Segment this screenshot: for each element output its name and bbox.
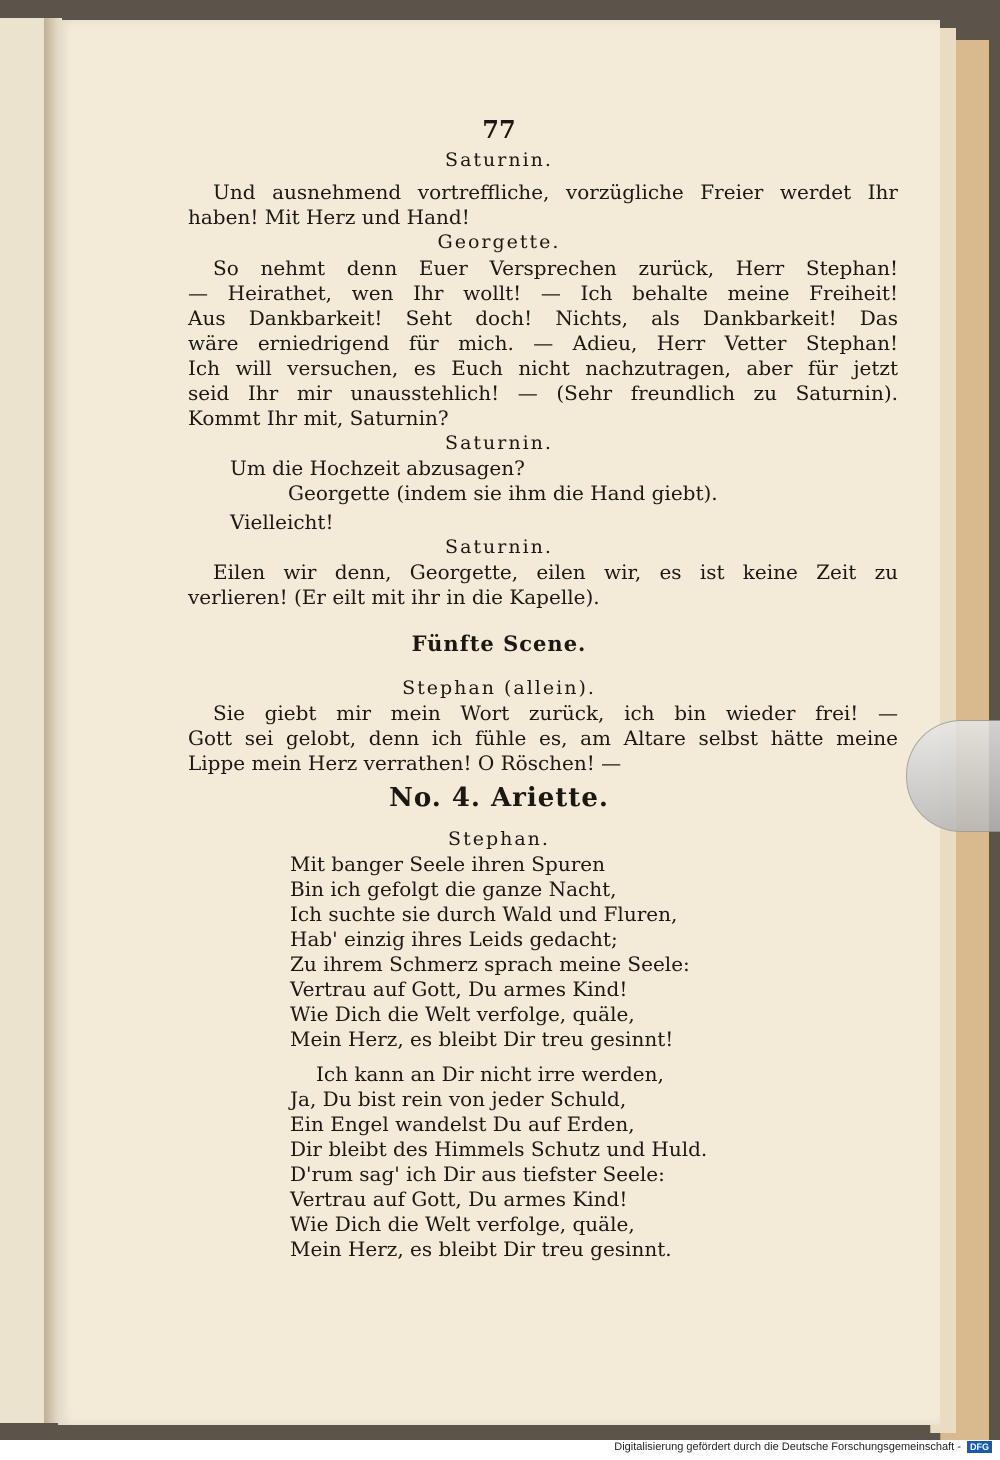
text-line: haben! Mit Herz und Hand! [188, 205, 470, 229]
text-line: Hab' einzig ihres Leids gedacht; [290, 927, 618, 951]
text-line: Um die Hochzeit abzusagen? [230, 456, 525, 480]
page-text [58, 20, 940, 1425]
footer-text: Digitalisierung gefördert durch die Deutsche Forschungsgemeinschaft - [614, 1441, 961, 1453]
page-number: 77 [482, 115, 516, 144]
text-line: wäre erniedrigend für mich. — Adieu, Herr Vetter Stephan! [188, 331, 898, 355]
text-line: Ja, Du bist rein von jeder Schuld, [290, 1087, 627, 1111]
text-line: Mein Herz, es bleibt Dir treu gesinnt! [290, 1027, 674, 1051]
text-line: Vertrau auf Gott, Du armes Kind! [290, 1187, 628, 1211]
text-line: Ich suchte sie durch Wald und Fluren, [290, 902, 678, 926]
text-line: — Heirathet, wen Ihr wollt! — Ich behalte meine Freiheit! [188, 281, 898, 305]
text-line: Gott sei gelobt, denn ich fühle es, am Altare selbst hätte meine [188, 726, 898, 750]
text-line: Saturnin. [445, 432, 553, 454]
text-line: Vielleicht! [230, 510, 334, 534]
text-line: Lippe mein Herz verrathen! O Röschen! — [188, 751, 622, 775]
text-line: Wie Dich die Welt verfolge, quäle, [290, 1002, 635, 1026]
text-line: Mein Herz, es bleibt Dir treu gesinnt. [290, 1237, 672, 1261]
book-page [58, 20, 940, 1425]
text-line: Wie Dich die Welt verfolge, quäle, [290, 1212, 635, 1236]
text-line: Ich will versuchen, es Euch nicht nachzutragen, aber für jetzt [188, 356, 898, 380]
text-line: seid Ihr mir unausstehlich! — (Sehr freundlich zu Saturnin). [188, 381, 898, 405]
text-line: So nehmt denn Euer Versprechen zurück, Herr Stephan! [213, 256, 898, 280]
text-line: No. 4. Ariette. [389, 783, 609, 813]
text-line: Saturnin. [445, 536, 553, 558]
text-line: Zu ihrem Schmerz sprach meine Seele: [290, 952, 690, 976]
text-line: Ich kann an Dir nicht irre werden, [316, 1062, 664, 1086]
text-line: Fünfte Scene. [411, 631, 587, 656]
text-line: Stephan (allein). [402, 677, 596, 699]
footer-credit [614, 1441, 992, 1453]
text-line: Eilen wir denn, Georgette, eilen wir, es ist keine Zeit zu [213, 560, 898, 584]
text-line: Kommt Ihr mit, Saturnin? [188, 406, 449, 430]
text-line: Und ausnehmend vortreffliche, vorzügliche Freier werdet Ihr [213, 180, 898, 204]
text-line: Sie giebt mir mein Wort zurück, ich bin wieder frei! — [213, 701, 898, 725]
text-line: Georgette (indem sie ihm die Hand giebt). [288, 481, 718, 505]
text-line: verlieren! (Er eilt mit ihr in die Kapelle). [188, 585, 600, 609]
text-line: Vertrau auf Gott, Du armes Kind! [290, 977, 628, 1001]
text-line: Stephan. [448, 828, 550, 850]
text-line: Bin ich gefolgt die ganze Nacht, [290, 877, 617, 901]
text-line: D'rum sag' ich Dir aus tiefster Seele: [290, 1162, 665, 1186]
text-line: Mit banger Seele ihren Spuren [290, 852, 605, 876]
text-line: Ein Engel wandelst Du auf Erden, [290, 1112, 635, 1136]
text-line: Dir bleibt des Himmels Schutz und Huld. [290, 1137, 708, 1161]
text-line: Aus Dankbarkeit! Seht doch! Nichts, als Dankbarkeit! Das [188, 306, 898, 330]
dfg-logo-icon: DFG [967, 1441, 992, 1453]
text-line: Saturnin. [445, 149, 553, 171]
text-line: Georgette. [437, 231, 561, 253]
